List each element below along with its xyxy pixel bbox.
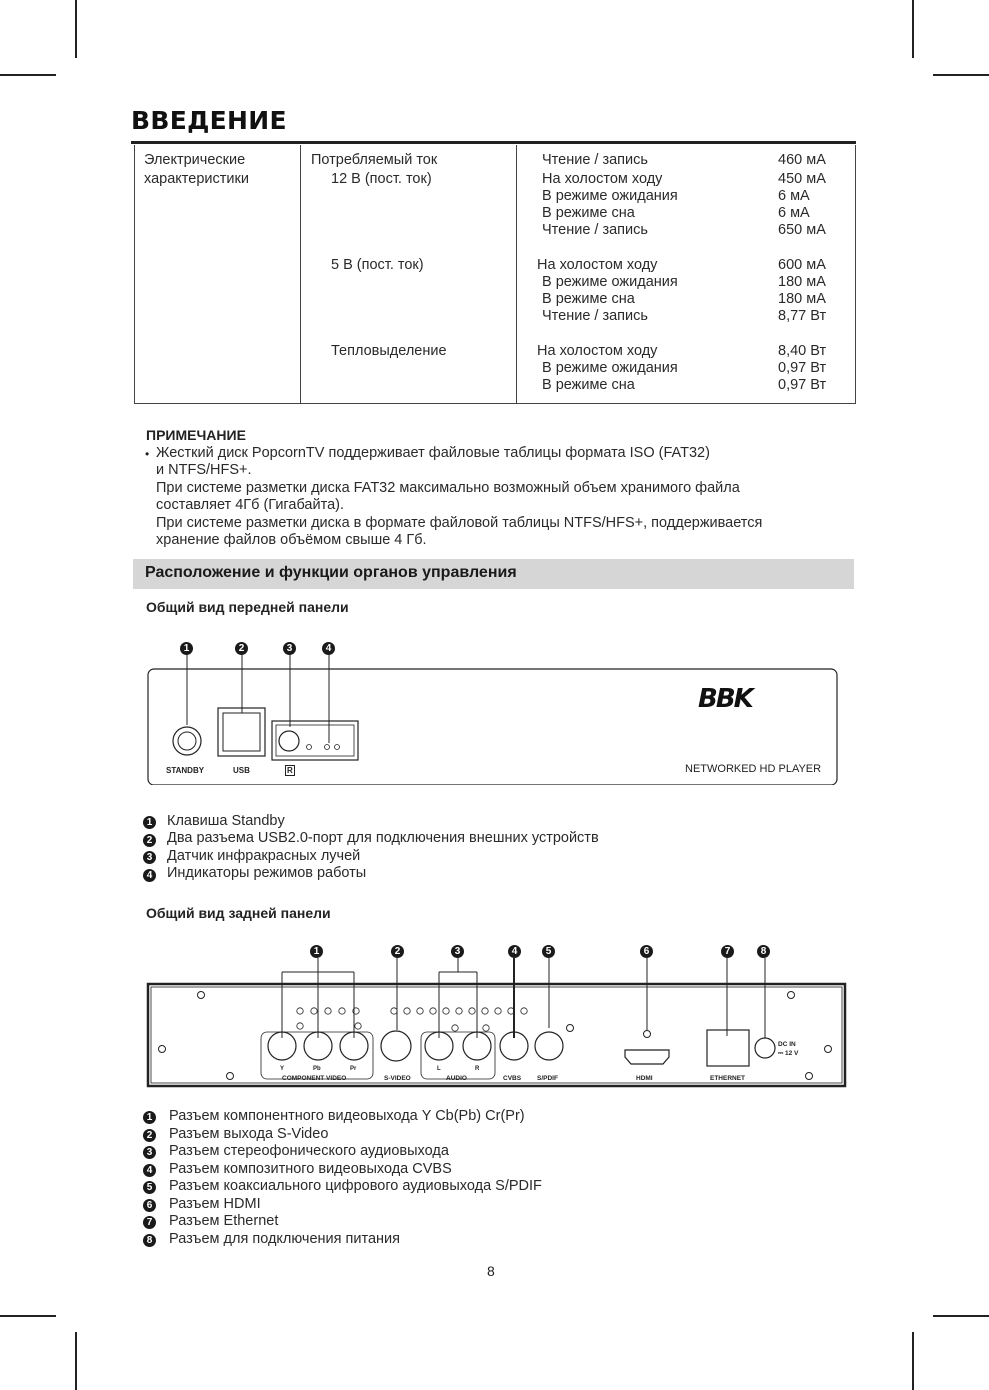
crop-mark: [75, 0, 77, 58]
ethernet-label: ETHERNET: [710, 1075, 746, 1082]
page-title: ВВЕДЕНИЕ: [131, 106, 287, 135]
legend-marker-3: 3: [143, 1146, 156, 1159]
marker-7: 7: [721, 945, 734, 958]
rear-legend-item: Разъем композитного видеовыхода CVBS: [169, 1161, 452, 1177]
spec-mode: На холостом ходу: [537, 257, 658, 273]
rear-legend-item: Разъем для подключения питания: [169, 1231, 400, 1247]
l-label: L: [437, 1066, 441, 1072]
marker-2: 2: [235, 642, 248, 655]
note-title: ПРИМЕЧАНИЕ: [146, 427, 246, 443]
spdif-label: S/PDIF: [537, 1075, 558, 1082]
spec-mode: В режиме ожидания: [542, 274, 678, 290]
spec-mode: Чтение / запись: [542, 152, 648, 168]
spec-value: 460 мА: [778, 152, 826, 168]
spec-value: 8,40 Вт: [778, 343, 827, 359]
marker-3: 3: [283, 642, 296, 655]
rear-legend-item: Разъем компонентного видеовыхода Y Cb(Pb) Cr(Pr): [169, 1108, 525, 1124]
crop-mark: [933, 1315, 989, 1317]
crop-mark: [912, 0, 914, 58]
rear-legend-item: Разъем выхода S-Video: [169, 1126, 329, 1142]
front-legend-item: Индикаторы режимов работы: [167, 865, 367, 881]
rear-panel-diagram: [145, 958, 850, 1088]
spec-param: 12 В (пост. ток): [331, 171, 432, 187]
dc-voltage-label: [778, 1050, 798, 1058]
model-label: NETWORKED HD PLAYER: [685, 763, 822, 775]
spec-category: характеристики: [144, 171, 249, 187]
dc-in-label: DC IN: [778, 1041, 796, 1048]
note-line: При системе разметки диска в формате файловой таблицы NTFS/HFS+, поддерживается: [156, 515, 763, 531]
marker-8: 8: [757, 945, 770, 958]
marker-4: 4: [508, 945, 521, 958]
spec-mode: В режиме сна: [542, 205, 635, 221]
spec-mode: На холостом ходу: [542, 171, 663, 187]
spec-value: 600 мА: [778, 257, 826, 273]
dc-symbol-icon: ⎓: [778, 1050, 785, 1057]
component-video-label: COMPONENT VIDEO: [282, 1075, 347, 1082]
standby-label: STANDBY: [166, 766, 205, 775]
spec-param: 5 В (пост. ток): [331, 257, 424, 273]
cvbs-label: CVBS: [503, 1075, 522, 1082]
marker-5: 5: [542, 945, 555, 958]
spec-mode: В режиме ожидания: [542, 188, 678, 204]
brand-logo: BBK: [698, 684, 752, 714]
pr-label: Pr: [350, 1066, 357, 1072]
table-divider: [300, 145, 301, 403]
usb-label: USB: [233, 766, 250, 775]
spec-value: 180 мА: [778, 274, 826, 290]
spec-param: Тепловыделение: [331, 343, 447, 359]
rear-legend-item: Разъем коаксиального цифрового аудиовыхода S/PDIF: [169, 1178, 542, 1194]
crop-mark: [912, 1332, 914, 1390]
rear-panel-heading: Общий вид задней панели: [146, 905, 331, 921]
legend-marker-8: 8: [143, 1234, 156, 1247]
section-title: Расположение и функции органов управления: [145, 564, 517, 581]
spec-value: 0,97 Вт: [778, 377, 827, 393]
spec-mode: Чтение / запись: [542, 222, 648, 238]
legend-marker-2: 2: [143, 1129, 156, 1142]
ir-label: R: [287, 766, 293, 775]
page-number: 8: [487, 1263, 495, 1279]
spec-value: 0,97 Вт: [778, 360, 827, 376]
spec-value: 650 мА: [778, 222, 826, 238]
legend-marker-4: 4: [143, 1164, 156, 1177]
y-label: Y: [280, 1066, 285, 1072]
crop-mark: [0, 74, 56, 76]
spec-mode: В режиме сна: [542, 291, 635, 307]
legend-marker-4: 4: [143, 869, 156, 882]
audio-label: AUDIO: [446, 1075, 467, 1082]
bullet-icon: •: [145, 447, 150, 461]
marker-2: 2: [391, 945, 404, 958]
note-line: и NTFS/HFS+.: [156, 462, 252, 478]
front-panel-heading: Общий вид передней панели: [146, 599, 349, 615]
crop-mark: [75, 1332, 77, 1390]
spec-value: 6 мА: [778, 188, 810, 204]
rear-legend-item: Разъем Ethernet: [169, 1213, 279, 1229]
spec-value: 8,77 Вт: [778, 308, 827, 324]
note-line: Жесткий диск PopcornTV поддерживает файловые таблицы формата ISO (FAT32): [156, 445, 710, 461]
marker-3: 3: [451, 945, 464, 958]
front-legend-item: Клавиша Standby: [167, 813, 285, 829]
spec-value: 6 мА: [778, 205, 810, 221]
heading-rule: [131, 141, 856, 144]
note-line: составляет 4Гб (Гигабайта).: [156, 497, 344, 513]
hdmi-label: HDMI: [636, 1075, 653, 1082]
r-label: R: [475, 1066, 480, 1072]
table-divider: [516, 145, 517, 403]
legend-marker-1: 1: [143, 816, 156, 829]
note-line: хранение файлов объёмом свыше 4 Гб.: [156, 532, 427, 548]
rear-legend-item: Разъем HDMI: [169, 1196, 261, 1212]
marker-4: 4: [322, 642, 335, 655]
spec-category: Электрические: [144, 152, 246, 168]
marker-1: 1: [180, 642, 193, 655]
spec-mode: Чтение / запись: [542, 308, 648, 324]
spec-value: 450 мА: [778, 171, 826, 187]
legend-marker-5: 5: [143, 1181, 156, 1194]
rear-legend-item: Разъем стереофонического аудиовыхода: [169, 1143, 449, 1159]
legend-marker-1: 1: [143, 1111, 156, 1124]
spec-param: Потребляемый ток: [311, 152, 438, 168]
marker-6: 6: [640, 945, 653, 958]
section-header: [133, 559, 854, 589]
marker-1: 1: [310, 945, 323, 958]
crop-mark: [0, 1315, 56, 1317]
note-line: При системе разметки диска FAT32 максимально возможный объем хранимого файла: [156, 480, 740, 496]
spec-mode: В режиме сна: [542, 377, 635, 393]
spec-value: 180 мА: [778, 291, 826, 307]
spec-mode: В режиме ожидания: [542, 360, 678, 376]
dc-voltage-value: 12 V: [785, 1050, 799, 1057]
crop-mark: [933, 74, 989, 76]
legend-marker-3: 3: [143, 851, 156, 864]
pb-label: Pb: [313, 1066, 321, 1072]
legend-marker-6: 6: [143, 1199, 156, 1212]
legend-marker-2: 2: [143, 834, 156, 847]
front-legend-item: Датчик инфракрасных лучей: [167, 848, 361, 864]
svideo-label: S-VIDEO: [384, 1075, 411, 1082]
spec-mode: На холостом ходу: [537, 343, 658, 359]
legend-marker-7: 7: [143, 1216, 156, 1229]
front-legend-item: Два разъема USB2.0-порт для подключения внешних устройств: [167, 830, 599, 846]
